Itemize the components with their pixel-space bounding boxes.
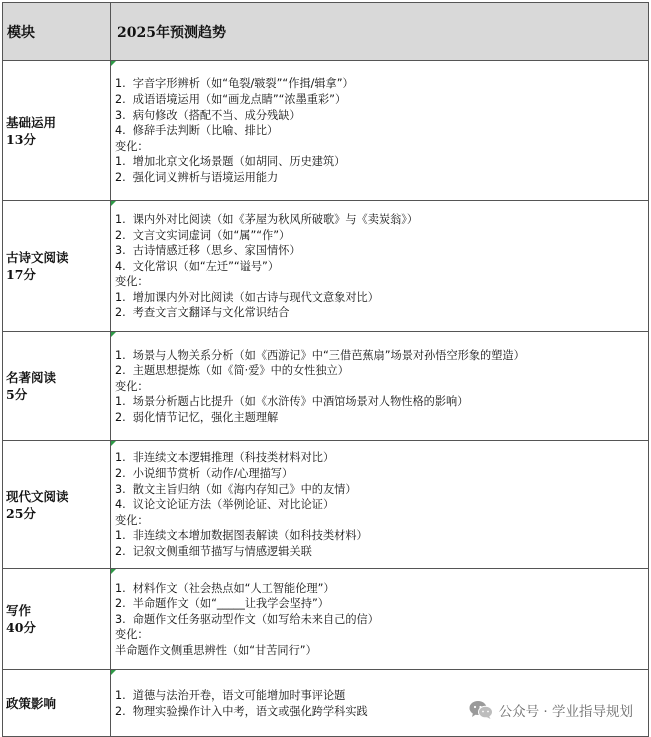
trend-line: 2. 记叙文侧重细节描写与情感逻辑关联 — [115, 544, 648, 560]
trend-line: 变化： — [115, 139, 648, 155]
trend-line: 1. 场景与人物关系分析（如《西游记》中“三借芭蕉扇”场景对孙悟空形象的塑造） — [115, 348, 648, 364]
trend-line: 1. 场景分析题占比提升（如《水浒传》中酒馆场景对人物性格的影响） — [115, 394, 648, 410]
table-row — [3, 332, 649, 441]
trend-line: 1. 增加课内外对比阅读（如古诗与现代文意象对比） — [115, 290, 648, 306]
module-cell — [3, 201, 111, 332]
module-cell — [3, 441, 111, 569]
module-name: 政策影响 — [6, 695, 110, 712]
header-row — [3, 3, 649, 61]
trend-line: 2. 弱化情节记忆，强化主题理解 — [115, 410, 648, 426]
cell-comment-marker — [111, 61, 116, 66]
trend-line: 2. 半命题作文（如“_____让我学会坚持”） — [115, 596, 648, 612]
trend-cell — [111, 569, 649, 670]
trend-line: 3. 病句修改（搭配不当、成分残缺） — [115, 108, 648, 124]
module-name: 名著阅读 — [6, 369, 110, 386]
cell-comment-marker — [111, 569, 116, 574]
trend-line: 变化： — [115, 627, 648, 643]
trend-line: 3. 命题作文任务驱动型作文（如写给未来自己的信） — [115, 612, 648, 628]
trend-cell — [111, 332, 649, 441]
trend-cell — [111, 441, 649, 569]
module-cell — [3, 569, 111, 670]
table-row — [3, 61, 649, 201]
trend-line: 4. 修辞手法判断（比喻、排比） — [115, 123, 648, 139]
table-row — [3, 441, 649, 569]
trend-line: 2. 小说细节赏析（动作/心理描写） — [115, 466, 648, 482]
trend-line: 2. 强化词义辨析与语境运用能力 — [115, 170, 648, 186]
trend-line: 2. 物理实验操作计入中考，语文或强化跨学科实践 — [115, 704, 648, 720]
module-cell — [3, 61, 111, 201]
module-score: 13分 — [6, 131, 110, 148]
module-name: 古诗文阅读 — [6, 249, 110, 266]
table-row — [3, 201, 649, 332]
module-cell — [3, 670, 111, 737]
trend-line: 变化： — [115, 379, 648, 395]
trend-line: 4. 议论文论证方法（举例论证、对比论证） — [115, 497, 648, 513]
wechat-icon — [469, 700, 493, 720]
trend-cell — [111, 61, 649, 201]
cell-comment-marker — [111, 670, 116, 675]
trend-cell — [111, 201, 649, 332]
module-cell — [3, 332, 111, 441]
trend-line: 半命题作文侧重思辨性（如“甘苦同行”） — [115, 643, 648, 659]
trend-line: 1. 字音字形辨析（如“龟裂/皲裂”“作揖/辑拿”） — [115, 76, 648, 92]
trend-line: 4. 文化常识（如“左迁”“谥号”） — [115, 259, 648, 275]
cell-comment-marker — [111, 332, 116, 337]
trend-line: 3. 古诗情感迁移（思乡、家国情怀） — [115, 243, 648, 259]
cell-comment-marker — [111, 201, 116, 206]
cell-comment-marker — [111, 441, 116, 446]
trend-line: 2. 成语语境运用（如“画龙点睛”“浓墨重彩”） — [115, 92, 648, 108]
trend-line: 1. 材料作文（社会热点如“人工智能伦理”） — [115, 581, 648, 597]
trend-line: 3. 散文主旨归纳（如《海内存知己》中的友情） — [115, 482, 648, 498]
trend-line: 2. 主题思想提炼（如《简·爱》中的女性独立） — [115, 363, 648, 379]
header-module: 模块 — [3, 3, 111, 61]
watermark-text: 公众号 · 学业指导规划 — [499, 700, 633, 720]
trend-line: 1. 课内外对比阅读（如《茅屋为秋风所破歌》与《卖炭翁》） — [115, 212, 648, 228]
trend-line: 2. 考查文言文翻译与文化常识结合 — [115, 305, 648, 321]
watermark — [469, 700, 633, 720]
module-name: 写作 — [6, 602, 110, 619]
trend-line: 1. 非连续文本增加数据图表解读（如科技类材料） — [115, 528, 648, 544]
module-score: 40分 — [6, 619, 110, 636]
table-row — [3, 569, 649, 670]
module-score: 25分 — [6, 505, 110, 522]
exam-trend-table — [2, 2, 649, 737]
module-score: 5分 — [6, 386, 110, 403]
trend-line: 1. 增加北京文化场景题（如胡同、历史建筑） — [115, 154, 648, 170]
trend-line: 变化： — [115, 513, 648, 529]
trend-line: 1. 道德与法治开卷，语文可能增加时事评论题 — [115, 688, 648, 704]
module-score: 17分 — [6, 266, 110, 283]
module-name: 现代文阅读 — [6, 488, 110, 505]
module-name: 基础运用 — [6, 114, 110, 131]
header-trend: 2025年预测趋势 — [111, 3, 649, 61]
trend-line: 1. 非连续文本逻辑推理（科技类材料对比） — [115, 450, 648, 466]
trend-line: 2. 文言文实词虚词（如“属”“作”） — [115, 228, 648, 244]
trend-line: 变化： — [115, 274, 648, 290]
